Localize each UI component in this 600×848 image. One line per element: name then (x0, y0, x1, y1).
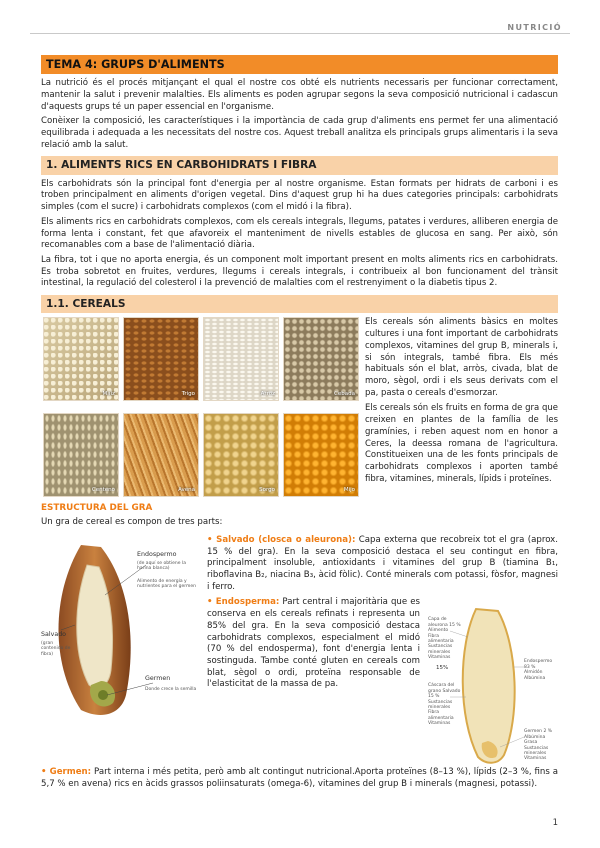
cereal-photo-grid (41, 317, 357, 497)
cereals-paragraph: Els cereals són els fruits en forma de gra que creixen en plantes de la família de les gramínies, i reben aquest nom en honor a Ceres, la deessa romana de l'agricultura. Constitueixen una de les fonts principals de carbohidrats complexos i aporten també fibra, vitamines, minerals, lípids i proteïnes. (365, 403, 558, 484)
aleurone-legend (428, 617, 464, 660)
germ-label: Germen (145, 675, 171, 682)
grain-diagram (41, 535, 201, 720)
endosperm-line: Endospermo 83 % (524, 659, 553, 670)
grain-label: Maíz (102, 390, 115, 397)
grain-label: Avena (178, 486, 195, 493)
bran-line: Vitaminas (428, 721, 451, 727)
grain-photo (283, 317, 359, 401)
aleurone-line: Sustancias minerales (428, 644, 453, 655)
bullet: • (207, 535, 217, 545)
grain-photo (283, 413, 359, 497)
germ-text: Part interna i més petita, però amb alt contingut nutricional.Aporta proteïnes (8–13 %), lípids (2–3 %, fins a 5,7 % en avena) rics en àcids grassos poliinsaturats (omega-6), vitamines del grup B i minerals (magnesi, potassi). (41, 767, 558, 790)
endosperm-description (207, 597, 420, 763)
grain-parts-text (201, 535, 558, 767)
bran-legend (428, 683, 464, 726)
grain-label: Centeno (91, 486, 115, 493)
endosperm-line: Albúmina (524, 675, 546, 681)
section-title-carbohydrates: 1. ALIMENTS RICS EN CARBOHIDRATS I FIBRA (41, 156, 558, 174)
grain-label: Mijo (343, 486, 355, 493)
bran-term: Salvado (closca o aleurona): (216, 535, 356, 545)
grain-parts-block (41, 535, 558, 767)
endosperm-note-label: Alimento de energía y nutrientes para el germen (137, 579, 196, 590)
germ-line: Sustancias minerales (524, 745, 549, 756)
intro-paragraph: Conèixer la composició, les característiques i la importància de cada grup d'aliments ens permet fer una alimentació equilibrada i adequada a les necessitats del nostre cos. Aquest treball analitza els principals grups alimentaris i la seva relació amb la salut. (41, 116, 558, 150)
subsection-title-grain-structure: ESTRUCTURA DEL GRA (41, 503, 153, 514)
cereals-paragraph: Els cereals són aliments bàsics en moltes cultures i una font important de carbohidrats complexos, vitamines del grup B, minerals i, si són integrals, també fibra. Els més habituals són el blat, arròs, civada, blat de moro, sègol, ordi i els seus derivats com el pa, pasta o cereals d'esmorzar. (365, 317, 558, 398)
cereals-text (365, 317, 558, 497)
bran-text: Capa externa que recobreix tot el gra (aprox. 15 % del gra). En la seva composició destaca el seu contingut en fibra, principalment insoluble, antioxidants i vitamines del grup B (tiamina B₁, riboflavina B₂, niacina B₃, àcid fòlic). Conté minerals com potassi, fòsfor, magnesi i ferro. (207, 535, 558, 592)
germ-line: Albúmina (524, 734, 546, 740)
endosperm-label: Endospermo (137, 551, 177, 558)
grain-composition-diagram (428, 597, 558, 767)
aleurone-line: Alimento (428, 628, 449, 634)
bran-label: Salvado (41, 631, 67, 638)
endosperm-legend (524, 659, 558, 681)
section-paragraph: Els carbohidrats són la principal font d'energia per al nostre organisme. Estan formats per hidrats de carboni i es troben principalment en aliments d'origen vegetal. Dins d'aquest grup hi ha dues categories principals: carbohidrats simples (com el sucre) i carbohidrats complexos (com el midó i la fibra). (41, 178, 558, 213)
page-content (41, 55, 558, 794)
endosperm-line: Almidón (524, 670, 543, 676)
germ-description (41, 767, 558, 790)
section-title-cereals: 1.1. CEREALS (41, 295, 558, 313)
bran-sub-label: (gran contenido de fibra) (41, 641, 71, 657)
header-rule (30, 33, 570, 34)
section-paragraph: La fibra, tot i que no aporta energia, és un component molt important present en molts aliments rics en carbohidrats. Es troba sobretot en fruites, verdures, llegums i cereals integrals, i contribueix al bon funcionament del trànsit intestinal, la regulació del colesterol i la prevenció de malalties com el restrenyiment o la diabetis tipus 2. (41, 254, 558, 289)
bran-line: Sustancias minerales (428, 699, 453, 710)
aleurone-line: Fibra alimentaria (428, 633, 454, 644)
intro-paragraph: La nutrició és el procés mitjançant el qual el nostre cos obté els nutrients necessaris per funcionar correctament, mantenir la salut i prevenir malalties. Els aliments es poden agrupar segons la seva composició nutricional i cadascun d'aquests grups té un paper essencial en l'organisme. (41, 78, 558, 112)
germ-sub-label: Donde crece la semilla (145, 687, 197, 692)
grain-photo (123, 317, 199, 401)
section-paragraph: Els aliments rics en carbohidrats complexos, com els cereals integrals, llegums, patates i verdures, alliberen energia de forma lenta i constant, fet que afavoreix el manteniment de nivells estables de glucosa en sang. Per això, són recomanables com a base de l'alimentació diària. (41, 216, 558, 251)
page-number: 1 (552, 818, 558, 829)
endosperm-sub-label: (de aquí se obtiene la harina blanca) (137, 561, 186, 572)
endosperm-row (207, 597, 558, 767)
germ-line: Germen 2 % (524, 729, 553, 735)
germ-line: Grasa (524, 740, 538, 746)
structure-intro: Un gra de cereal es compon de tres parts: (41, 517, 223, 528)
grain-label: Trigo (181, 390, 195, 397)
grain-label: Cebada (334, 390, 355, 397)
grain-label: Arroz (260, 390, 275, 397)
bran-line: Cáscara del grano Salvado 15 % (428, 683, 461, 700)
bran-line: Fibra alimentaria (428, 710, 454, 721)
grain-photo (43, 413, 119, 497)
aleurone-line: Vitaminas (428, 655, 451, 661)
bran-description (207, 535, 558, 593)
percent-label: 15% (436, 665, 449, 672)
bullet: • (41, 767, 50, 778)
grain-photo (203, 413, 279, 497)
endosperm-term: Endosperma: (215, 597, 280, 608)
page-title: TEMA 4: GRUPS D'ALIMENTS (41, 55, 558, 74)
germ-legend (524, 729, 558, 761)
grain-photo (123, 413, 199, 497)
germ-term: Germen: (49, 767, 92, 778)
grain-photo (43, 317, 119, 401)
aleurone-line: Capa de aleurona 15 % (428, 617, 461, 628)
germ-line: Vitaminas (524, 756, 547, 762)
grain-label: Sorgo (259, 486, 275, 493)
endosperm-text: Part central i majoritària que es conserva en els cereals refinats i representa un 85% del gra. En la seva composició destaca carbohidrats complexos, especialment el midó (70 % del endosperma), font d'energia lenta i sostinguda. Tambe conté gluten en cereals com blat, sègol o ordi, proteïna responsable de l'elasticitat de la massa de pa. (207, 597, 420, 690)
bullet: • (207, 597, 216, 608)
grain-photo (203, 317, 279, 401)
header-title: NUTRICIÓ (507, 23, 562, 32)
cereals-block (41, 317, 558, 497)
